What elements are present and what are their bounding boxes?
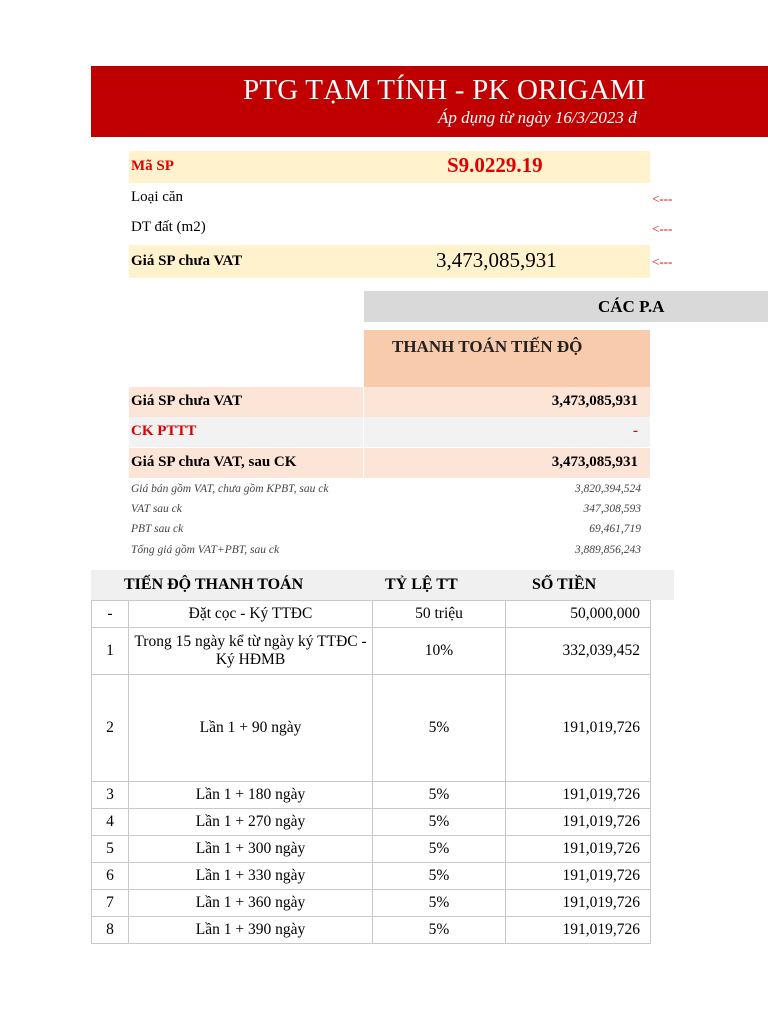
product-code-value[interactable]: S9.0229.19 [447,153,543,177]
table-row [92,675,651,782]
row-number: 7 [92,890,129,917]
rate-cell: 5% [373,809,506,836]
rate-cell: 5% [373,917,506,944]
table-row [92,601,651,628]
summary-label: Giá bán gồm VAT, chưa gồm KPBT, sau ck [131,483,329,495]
amount-cell: 191,019,726 [506,675,651,782]
row-number: 3 [92,782,129,809]
amount-cell: 191,019,726 [506,836,651,863]
rate-cell: 10% [373,628,506,675]
schedule-header-amount: SỐ TIỀN [532,576,597,593]
amount-cell: 191,019,726 [506,782,651,809]
row-number: 6 [92,863,129,890]
rate-cell: 50 triệu [373,601,506,628]
table-row [92,917,651,944]
product-code-label: Mã SP [131,158,174,174]
row-number: 5 [92,836,129,863]
rate-cell: 5% [373,675,506,782]
base-price-label: Giá SP chưa VAT [131,253,243,269]
table-row [92,863,651,890]
summary-label: PBT sau ck [131,523,184,535]
discount-label: CK PTTT [131,423,197,439]
price-row-after-discount [129,448,650,478]
info-row-unit-type [129,183,650,213]
rate-cell: 5% [373,863,506,890]
stage-cell: Lần 1 + 270 ngày [129,809,373,836]
summary-value: 3,820,394,524 [574,483,641,495]
price-row-before-vat [129,387,650,417]
table-row [92,836,651,863]
stage-cell: Trong 15 ngày kể từ ngày ký TTĐC - Ký HĐMB [129,628,373,675]
stage-cell: Lần 1 + 180 ngày [129,782,373,809]
price-before-vat-label: Giá SP chưa VAT [131,393,243,409]
unit-type-label: Loại căn [131,189,184,205]
stage-cell: Lần 1 + 390 ngày [129,917,373,944]
row-number: 1 [92,628,129,675]
title-banner [91,66,768,137]
info-row-base-price [129,245,650,278]
cell-divider [363,417,364,447]
discount-value: - [633,423,638,439]
payment-method-title: THANH TOÁN TIẾN ĐỘ [392,337,583,356]
schedule-header [91,570,674,600]
unit-type-arrow: <--- [652,191,673,206]
stage-cell: Đặt cọc - Ký TTĐC [129,601,373,628]
price-row-discount [129,417,650,447]
summary-value: 347,308,593 [583,503,641,515]
table-row [92,809,651,836]
rate-cell: 5% [373,782,506,809]
summary-label: VAT sau ck [131,503,182,515]
table-row [92,890,651,917]
summary-row [129,501,641,521]
summary-row [129,521,641,541]
amount-cell: 50,000,000 [506,601,651,628]
stage-cell: Lần 1 + 360 ngày [129,890,373,917]
amount-cell: 191,019,726 [506,809,651,836]
info-row-land-area [129,213,650,243]
land-area-arrow: <--- [652,221,673,236]
price-after-discount-label: Giá SP chưa VAT, sau CK [131,454,297,470]
land-area-label: DT đất (m2) [131,219,206,235]
info-row-product-code [129,151,650,183]
price-after-discount-value: 3,473,085,931 [551,454,638,470]
payment-schedule-table [91,600,651,944]
summary-row [129,542,641,562]
stage-cell: Lần 1 + 330 ngày [129,863,373,890]
row-number: - [92,601,129,628]
cell-divider [363,448,364,478]
stage-cell: Lần 1 + 300 ngày [129,836,373,863]
stage-cell: Lần 1 + 90 ngày [129,675,373,782]
amount-cell: 191,019,726 [506,917,651,944]
rate-cell: 5% [373,836,506,863]
amount-cell: 332,039,452 [506,628,651,675]
table-row [92,628,651,675]
row-number: 8 [92,917,129,944]
base-price-value[interactable]: 3,473,085,931 [436,248,557,272]
options-band [364,291,768,322]
amount-cell: 191,019,726 [506,863,651,890]
summary-label: Tổng giá gồm VAT+PBT, sau ck [131,544,280,556]
table-row [92,782,651,809]
banner-subtitle: Áp dụng từ ngày 16/3/2023 đ [438,108,637,127]
row-number: 2 [92,675,129,782]
row-number: 4 [92,809,129,836]
summary-value: 3,889,856,243 [574,544,641,556]
amount-cell: 191,019,726 [506,890,651,917]
base-price-arrow: <--- [652,254,673,269]
summary-row [129,481,641,501]
rate-cell: 5% [373,890,506,917]
summary-value: 69,461,719 [589,523,641,535]
schedule-header-stage: TIẾN ĐỘ THANH TOÁN [124,576,304,593]
cell-divider [363,387,364,417]
price-before-vat-value: 3,473,085,931 [551,393,638,409]
options-header: CÁC P.A [598,297,665,316]
schedule-header-rate: TỶ LỆ TT [385,576,458,593]
banner-title: PTG TẠM TÍNH - PK ORIGAMI [243,74,646,106]
